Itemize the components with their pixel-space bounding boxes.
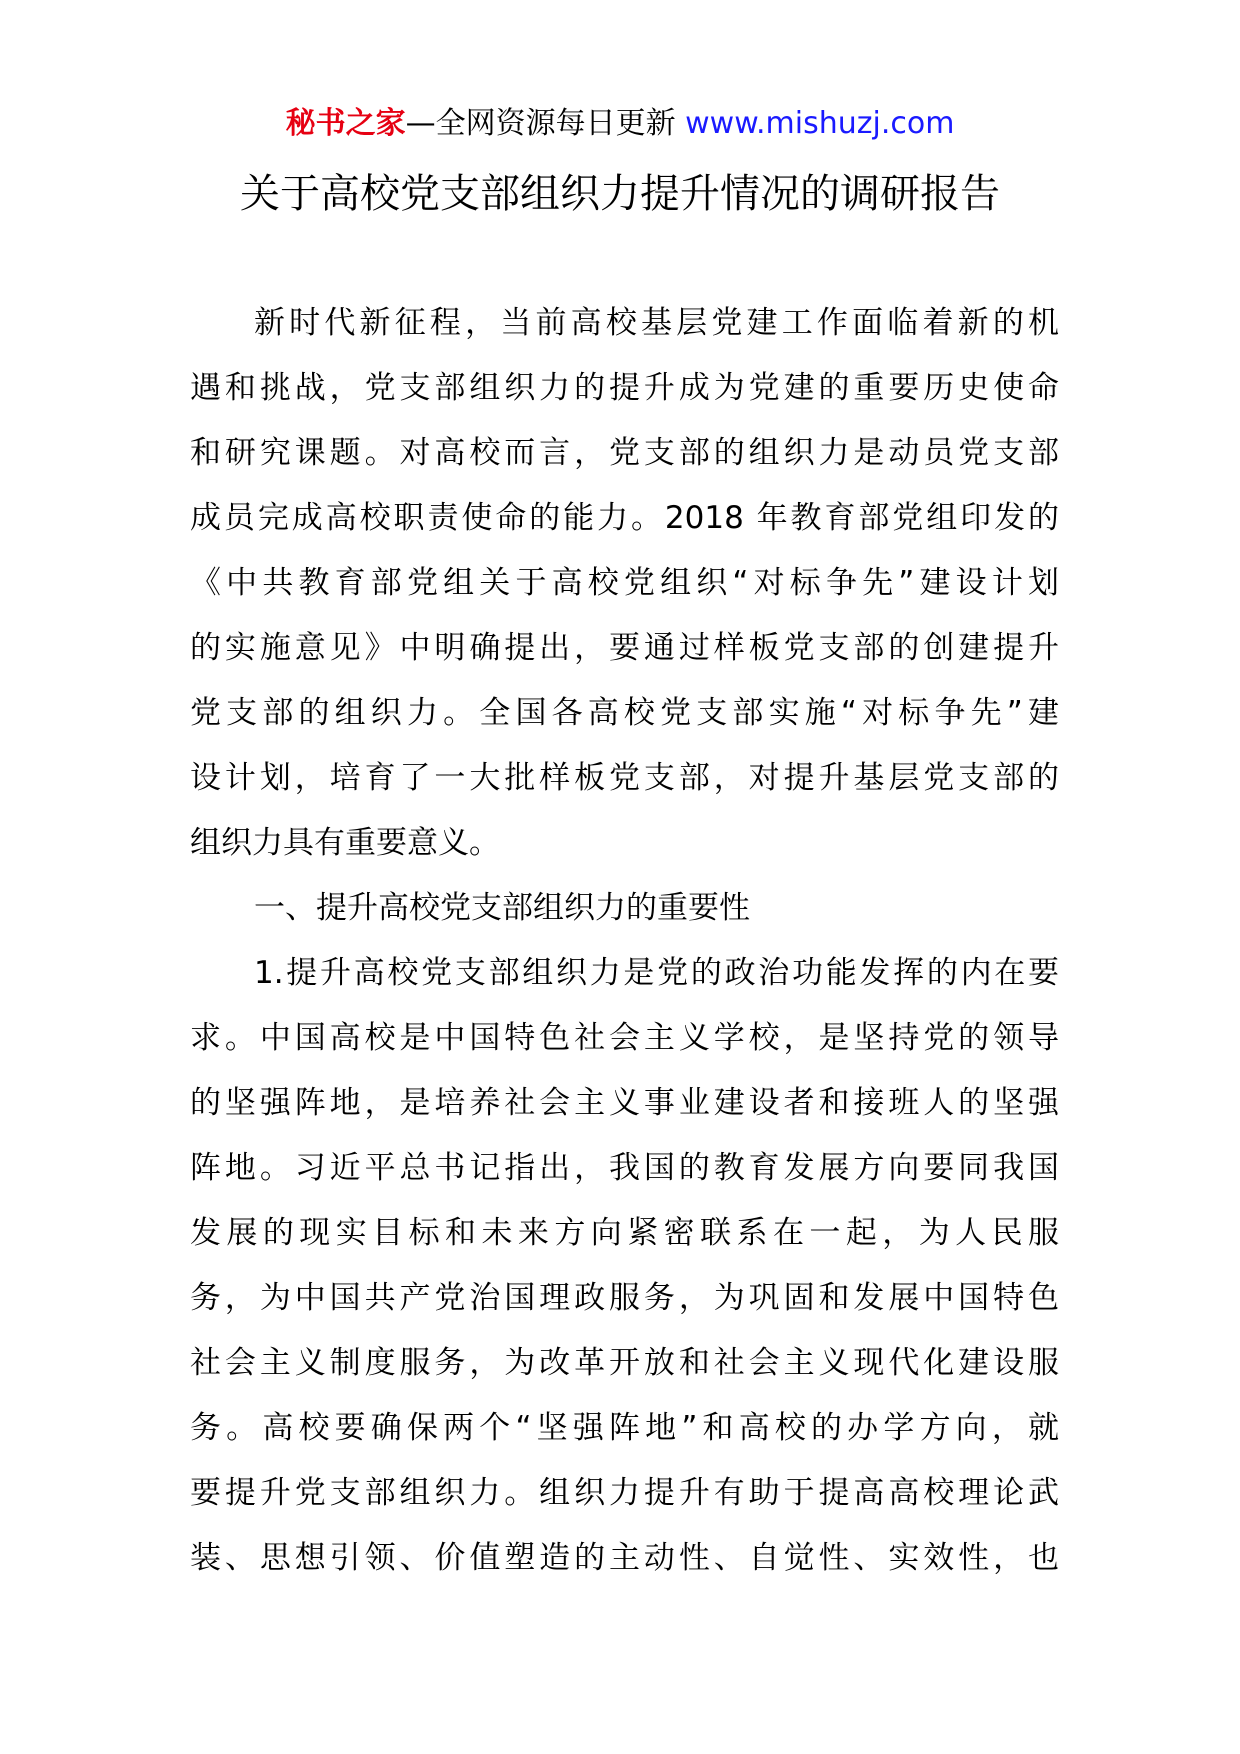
paragraph-line: 装、思想引领、价值塑造的主动性、自觉性、实效性，也	[190, 1540, 1059, 1576]
paragraph-line: 的实施意见》中明确提出，要通过样板党支部的创建提升	[190, 630, 1059, 666]
document-body	[190, 291, 1059, 1591]
paragraph-line: 成员完成高校职责使命的能力。2018 年教育部党组印发的	[190, 500, 1059, 536]
paragraph-line: 务。高校要确保两个“坚强阵地”和高校的办学方向，就	[190, 1410, 1059, 1446]
paragraph-line: 和研究课题。对高校而言，党支部的组织力是动员党支部	[190, 435, 1059, 471]
header-tagline: —全网资源每日更新	[405, 106, 676, 141]
paragraph-line: 设计划，培育了一大批样板党支部，对提升基层党支部的	[190, 760, 1059, 796]
site-header	[0, 104, 1240, 144]
paragraph-line: 要提升党支部组织力。组织力提升有助于提高高校理论武	[190, 1475, 1059, 1511]
paragraph-line: 《中共教育部党组关于高校党组织“对标争先”建设计划	[190, 565, 1059, 601]
paragraph-line: 组织力具有重要意义。	[190, 825, 500, 861]
paragraph-line: 求。中国高校是中国特色社会主义学校，是坚持党的领导	[190, 1020, 1059, 1056]
paragraph-line: 党支部的组织力。全国各高校党支部实施“对标争先”建	[190, 695, 1059, 731]
paragraph-line: 发展的现实目标和未来方向紧密联系在一起，为人民服	[190, 1215, 1059, 1251]
paragraph-line: 的坚强阵地，是培养社会主义事业建设者和接班人的坚强	[190, 1085, 1059, 1121]
paragraph-line: 遇和挑战，党支部组织力的提升成为党建的重要历史使命	[190, 370, 1059, 406]
document-title: 关于高校党支部组织力提升情况的调研报告	[240, 171, 1000, 217]
brand-name: 秘书之家	[285, 106, 406, 141]
paragraph-line: 社会主义制度服务，为改革开放和社会主义现代化建设服	[190, 1345, 1059, 1381]
site-url-link[interactable]: www.mishuzj.com	[685, 106, 955, 141]
paragraph-line: 务，为中国共产党治国理政服务，为巩固和发展中国特色	[190, 1280, 1059, 1316]
paragraph-line: 新时代新征程，当前高校基层党建工作面临着新的机	[254, 305, 1059, 341]
section-heading: 一、提升高校党支部组织力的重要性	[254, 890, 750, 926]
paragraph-line: 阵地。习近平总书记指出，我国的教育发展方向要同我国	[190, 1150, 1059, 1186]
paragraph-line: 1.提升高校党支部组织力是党的政治功能发挥的内在要	[254, 955, 1059, 991]
